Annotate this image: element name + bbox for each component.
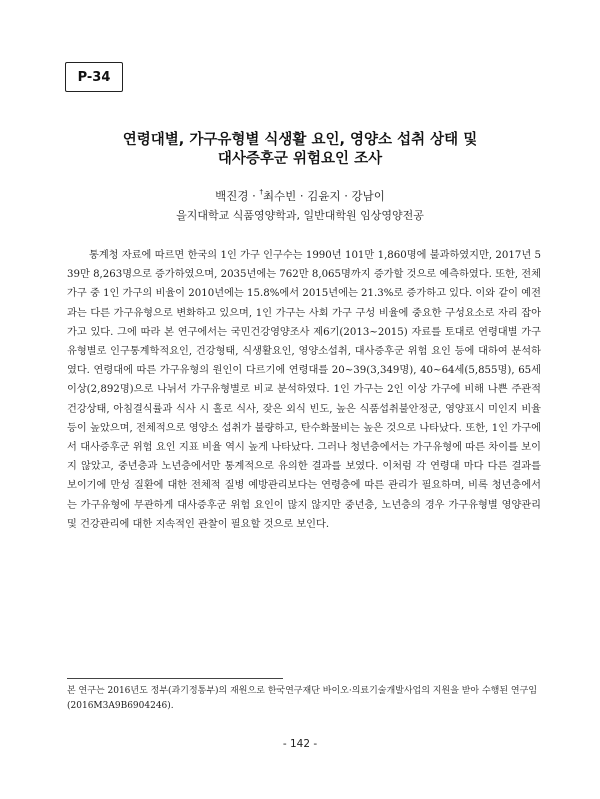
affiliation: 을지대학교 식품영양학과, 일반대학원 임상영양전공 <box>176 209 424 222</box>
funding-footnote: 본 연구는 2016년도 정부(과기정통부)의 재원으로 한국연구재단 바이오·의료기술개발사업의 지원을 받아 수행된 연구임(2016M3A9B6904246). <box>67 686 538 711</box>
author-separator: · <box>299 189 304 203</box>
author-name: 강남이 <box>351 189 385 203</box>
abstract-body: 통계청 자료에 따르면 한국의 1인 가구 인구수는 1990년 101만 1,860명에 불과하였지만, 2017년 539만 8,263명으로 증가하였으며, 2035년에는 762만 8,065명까지 증가할 것으로 예측하였다. 또한, 전체가구 중 1인 가구의 비율이 2010년에는 15.8%에서 2015년에는 21.3%로 증가하고 있다. 이와 같이 예전과는 다른 가구유형으로 변화하고 있으며, 1인 가구는 사회 가구 구성 비율에 중요한 구성요소로 자리 잡아가고 있다. 그에 따라 본 연구에서는 국민건강영양조사 제6기(2013~2015) 자료를 토대로 연령대별 가구유형별로 인구통계학적요인, 건강형태, 식생활요인, 영양소섭취, 대사증후군 위험 요인 등에 대하여 분석하였다. 연령대에 따른 가구유형의 원인이 다르기에 연령대를 20~39(3,349명), 40~64세(5,855명), 65세 이상(2,892명)으로 나뉘서 가구유형별로 비교 분석하였다. 1인 가구는 2인 이상 가구에 비해 나쁜 주관적 건강상태, 아침결식률과 식사 시 홀로 식사, 잦은 외식 빈도, 높은 식품섭취불안정군, 영양표시 미인지 비율 등이 높았으며, 전체적으로 영양소 섭취가 불량하고, 탄수화물비는 높은 것으로 나타났다. 또한, 1인 가구에서 대사증후군 위험 요인 지표 비율 역시 높게 나타났다. 그러나 청년층에서는 가구유형에 따른 차이를 보이지 않았고, 중년층과 노년층에서만 통계적으로 유의한 결과를 보였다. 이처럼 각 연령대 마다 다른 결과를 보이기에 만성 질환에 대한 전체적 질병 예방관리보다는 연령층에 따른 관리가 필요하며, 비록 청년층에서는 가구유형에 무관하게 대사증후군 위험 요인이 많지 않지만 중년층, 노년층의 경우 가구유형별 영양관리 및 건강관리에 대한 지속적인 관찰이 필요할 것으로 보인다. <box>67 250 541 530</box>
author-name: 김윤지 <box>307 189 341 203</box>
author-separator: · <box>252 189 256 203</box>
author-list <box>60 188 540 204</box>
paper-title <box>60 131 540 169</box>
poster-id-badge: P-34 <box>65 62 123 92</box>
corresponding-author-mark: † <box>259 188 263 197</box>
title-line-2: 대사증후군 위험요인 조사 <box>217 151 383 167</box>
title-line-1: 연령대별, 가구유형별 식생활 요인, 영양소 섭취 상태 및 <box>122 132 478 148</box>
author-separator: · <box>344 189 348 203</box>
footnote-divider <box>67 678 283 679</box>
page-number: - 142 - <box>282 738 318 750</box>
author-name: 최수빈 <box>262 189 297 203</box>
author-name: 백진경 <box>215 189 249 203</box>
